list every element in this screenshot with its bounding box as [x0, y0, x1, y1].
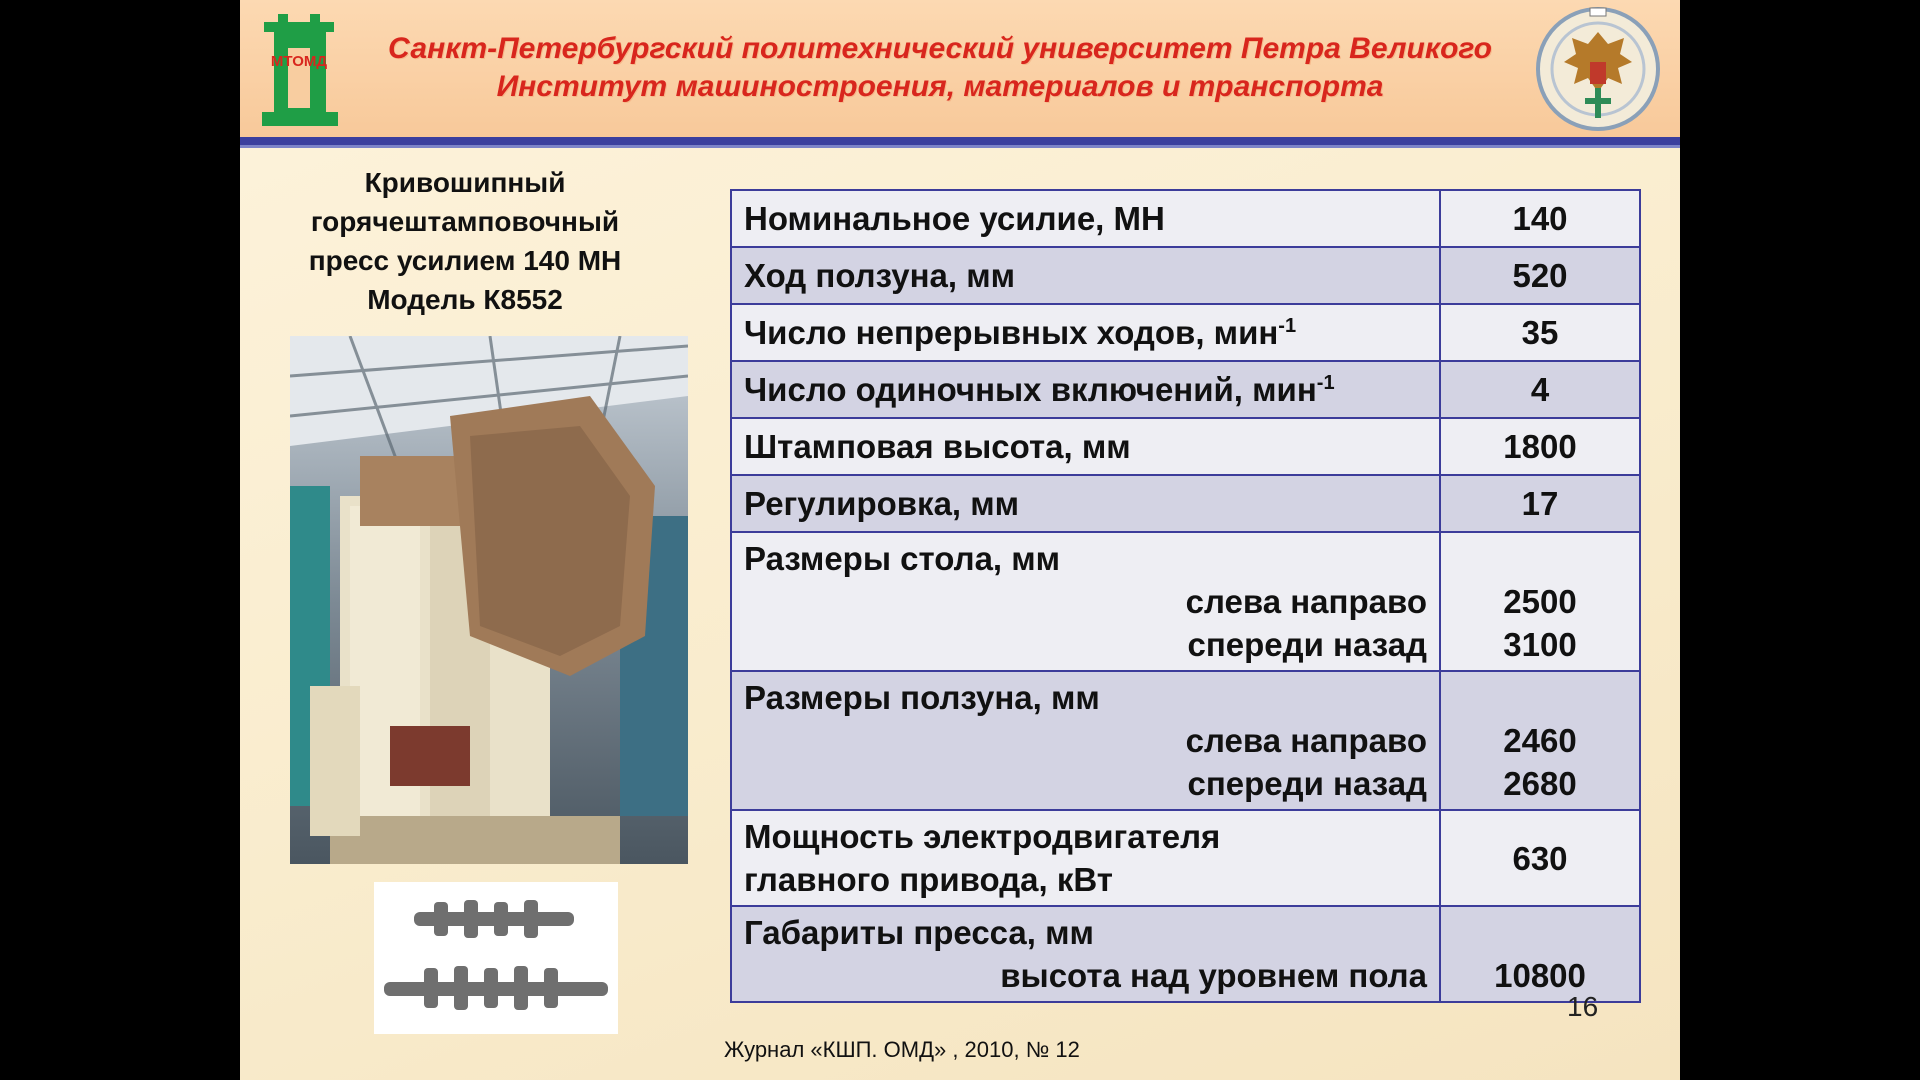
spec-sublabel: слева направо — [1185, 583, 1427, 620]
university-name: Санкт-Петербургский политехнический университет Петра Великого — [388, 32, 1492, 65]
spec-sublabel: спереди назад — [1187, 765, 1427, 802]
spec-label: Мощность электродвигателя — [744, 818, 1221, 855]
spec-label-cell — [731, 304, 1440, 361]
university-seal-icon — [1535, 4, 1661, 134]
spec-value: 1800 — [1440, 418, 1640, 475]
slide-header — [240, 0, 1680, 137]
spec-label-cell — [731, 906, 1440, 1002]
spec-label: главного привода, кВт — [744, 861, 1113, 898]
header-divider-thin — [240, 145, 1680, 148]
spec-value-cell — [1440, 671, 1640, 810]
press-photo — [290, 336, 688, 864]
spec-label: Число одиночных включений, мин — [744, 371, 1317, 408]
spec-label: Габариты пресса, мм — [744, 914, 1094, 951]
caption-line-1: Кривошипный — [364, 167, 566, 198]
institute-name: Институт машиностроения, материалов и транспорта — [496, 70, 1384, 103]
mtomd-logo-icon — [258, 8, 340, 130]
spec-sublabel: слева направо — [1185, 722, 1427, 759]
logo-letter-1: МТОМД — [270, 53, 328, 70]
table-row — [731, 361, 1640, 418]
spec-label-cell — [731, 361, 1440, 418]
spec-label: Номинальное усилие, МН — [731, 190, 1440, 247]
press-specs-table — [730, 189, 1641, 1003]
table-row — [731, 475, 1640, 532]
spec-value: 10800 — [1440, 906, 1640, 1002]
spec-value: 2680 — [1503, 765, 1577, 802]
spec-value: 140 — [1440, 190, 1640, 247]
table-row — [731, 906, 1640, 1002]
page-number: 16 — [1567, 991, 1599, 1022]
crankshaft-forging-image — [374, 882, 618, 1034]
source-citation: Журнал «КШП. ОМД» , 2010, № 12 — [724, 1037, 1080, 1062]
table-row — [731, 532, 1640, 671]
spec-value: 2460 — [1503, 722, 1577, 759]
table-row — [731, 304, 1640, 361]
spec-sublabel: высота над уровнем пола — [1000, 957, 1427, 994]
header-divider — [240, 137, 1680, 145]
caption-line-4: Модель К8552 — [367, 284, 563, 315]
caption-line-2: горячештамповочный — [310, 206, 620, 237]
spec-value: 17 — [1440, 475, 1640, 532]
spec-sublabel: спереди назад — [1187, 626, 1427, 663]
spec-value: 2500 — [1503, 583, 1577, 620]
header-title — [360, 30, 1520, 106]
spec-value: 4 — [1440, 361, 1640, 418]
spec-value: 520 — [1440, 247, 1640, 304]
spec-label: Размеры стола, мм — [744, 540, 1061, 577]
table-row — [731, 671, 1640, 810]
spec-label: Регулировка, мм — [731, 475, 1440, 532]
spec-value: 35 — [1440, 304, 1640, 361]
table-row — [731, 190, 1640, 247]
table-row — [731, 418, 1640, 475]
spec-label-cell — [731, 810, 1440, 906]
spec-label: Ход ползуна, мм — [731, 247, 1440, 304]
spec-label-cell — [731, 532, 1440, 671]
spec-label-cell — [731, 671, 1440, 810]
spec-label: Число непрерывных ходов, мин — [744, 314, 1279, 351]
table-row — [731, 810, 1640, 906]
press-caption — [270, 163, 660, 319]
unit-superscript: -1 — [1278, 315, 1297, 337]
spec-label: Размеры ползуна, мм — [744, 679, 1100, 716]
spec-value-cell — [1440, 532, 1640, 671]
spec-value: 3100 — [1503, 626, 1577, 663]
caption-line-3: пресс усилием 140 МН — [308, 245, 622, 276]
table-row — [731, 247, 1640, 304]
unit-superscript: -1 — [1316, 372, 1335, 394]
spec-label: Штамповая высота, мм — [731, 418, 1440, 475]
slide — [240, 0, 1680, 1080]
spec-value: 630 — [1440, 810, 1640, 906]
